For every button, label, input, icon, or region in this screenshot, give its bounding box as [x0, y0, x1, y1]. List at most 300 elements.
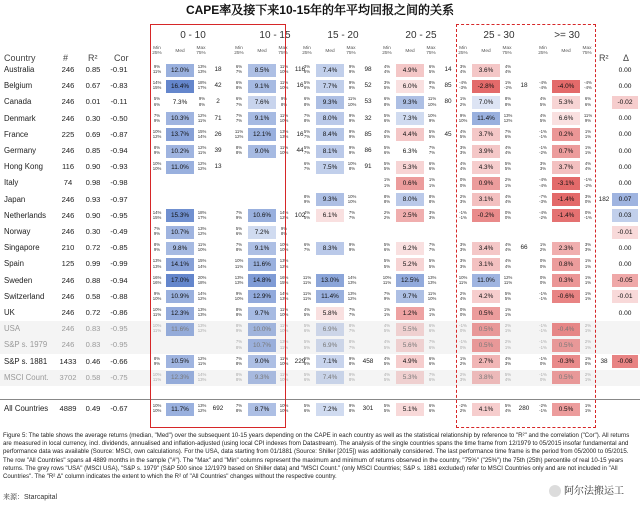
group-count: 301: [362, 405, 374, 412]
median-cell: 4.3%: [472, 161, 500, 174]
max-75pct: 3% 3%: [584, 242, 592, 253]
max-75pct: 2% 1%: [504, 177, 512, 188]
max-75pct: 7% 6%: [504, 128, 512, 139]
min-25pct: 9% 11%: [152, 64, 162, 75]
min-25pct: 0% 0%: [459, 307, 467, 318]
median-cell: 0.5%: [472, 323, 500, 336]
country-name: Germany: [4, 146, 37, 155]
r2-value: 0.85: [85, 65, 101, 74]
group-count: 32: [364, 114, 372, 122]
median-cell: 9.3%: [316, 96, 344, 109]
median-cell: 8.0%: [316, 112, 344, 125]
max-75pct: 8% 7%: [348, 323, 356, 334]
header-delta: Δ: [623, 53, 630, 63]
max-75pct: 14% 12%: [279, 209, 289, 220]
country-name: Belgium: [4, 81, 33, 91]
max-75pct: 20% 18%: [197, 274, 207, 285]
country-name: Norway: [4, 227, 31, 236]
subheader-min: Min 25%: [458, 46, 468, 57]
max-75pct: 13% 12%: [503, 112, 513, 123]
cor-value: -0.95: [110, 340, 128, 350]
r2-value: 0.46: [85, 356, 101, 366]
delta-r2-value: -0.05: [612, 274, 638, 287]
median-cell: 4.2%: [472, 290, 500, 303]
max-75pct: 18% 17%: [197, 209, 207, 220]
r2-value: 0.88: [85, 275, 101, 285]
median-cell: 5.6%: [396, 339, 424, 352]
subheader-med: Med: [561, 49, 571, 54]
min-25pct: 5% 6%: [303, 323, 311, 334]
min-25pct: 5% 6%: [303, 355, 311, 366]
median-cell: 10.7%: [248, 339, 276, 352]
max-75pct: 14% 13%: [347, 274, 357, 285]
max-75pct: 5% 5%: [504, 161, 512, 172]
subheader-min: Min 25%: [234, 46, 244, 57]
max-75pct: 12% 12%: [197, 161, 207, 172]
max-75pct: 13% 13%: [197, 307, 207, 318]
max-75pct: 12% 11%: [503, 274, 513, 285]
min-25pct: 4% 5%: [383, 339, 391, 350]
min-25pct: 5% 6%: [383, 145, 391, 156]
group-count: 26: [214, 130, 222, 138]
max-75pct: 10% 10%: [279, 403, 289, 414]
median-cell: 9.1%: [248, 242, 276, 255]
median-cell: 7.2%: [316, 403, 344, 416]
min-25pct: -1% -2%: [539, 145, 547, 156]
min-25pct: 13% 13%: [234, 274, 244, 285]
max-75pct: 4% 4%: [504, 258, 512, 269]
header-delta-r2: R²: [599, 53, 609, 63]
max-75pct: 14% 13%: [279, 290, 289, 301]
median-cell: 0.9%: [472, 177, 500, 190]
min-25pct: 5% 5%: [383, 161, 391, 172]
median-cell: 0.3%: [552, 274, 580, 287]
median-cell: 7.3%: [172, 98, 188, 106]
median-cell: 2.3%: [552, 242, 580, 255]
cape-group-header: 20 - 25: [405, 30, 437, 41]
max-75pct: 13% 12%: [197, 403, 207, 414]
source-note: 来源：Starcapital: [3, 494, 58, 501]
cor-value: -0.88: [110, 291, 128, 301]
min-25pct: 6% 8%: [383, 96, 391, 107]
delta-r2-value: 0.00: [618, 82, 632, 90]
country-name: France: [4, 129, 29, 139]
max-75pct: 6% 5%: [428, 64, 436, 75]
min-25pct: 4% 5%: [303, 209, 311, 220]
cape-group-header: 15 - 20: [327, 30, 359, 41]
cor-value: -0.99: [110, 259, 128, 269]
min-25pct: 0% 0%: [539, 274, 547, 285]
median-cell: 3.7%: [552, 161, 580, 174]
min-25pct: 3% 3%: [539, 161, 547, 172]
r2-value: 0.83: [85, 324, 101, 334]
median-cell: 8.3%: [316, 242, 344, 255]
median-cell: 5.5%: [396, 323, 424, 336]
median-cell: 1.2%: [396, 307, 424, 320]
group-count: 45: [444, 130, 452, 138]
median-cell: 5.2%: [396, 258, 424, 271]
header-cor: Cor: [114, 53, 129, 63]
cor-value: -0.49: [110, 227, 128, 236]
median-cell: 11.0%: [472, 274, 500, 287]
max-75pct: 4% 4%: [504, 242, 512, 253]
median-cell: -0.2%: [472, 209, 500, 222]
max-75pct: 13% 11%: [279, 339, 289, 350]
median-cell: 12.1%: [248, 128, 276, 141]
subheader-max: Max 75%: [196, 46, 206, 57]
cor-value: -0.85: [110, 243, 128, 253]
min-25pct: 7% 9%: [383, 290, 391, 301]
max-75pct: 6% 6%: [428, 161, 436, 172]
delta-r2-value: 0.00: [618, 260, 632, 268]
min-25pct: 1% 1%: [383, 307, 391, 318]
max-75pct: 18% 17%: [197, 80, 207, 91]
header-r2: R²: [88, 53, 98, 63]
max-75pct: 11% 9%: [583, 112, 593, 123]
country-name: Canada: [4, 97, 32, 107]
min-25pct: 4% 5%: [383, 371, 391, 382]
r2-value: 0.93: [85, 194, 101, 204]
min-25pct: 10% 11%: [152, 371, 162, 382]
max-75pct: 6% 6%: [428, 403, 436, 414]
median-cell: -0.3%: [552, 355, 580, 368]
delta-r2-value: -0.02: [612, 96, 638, 109]
min-25pct: 8% 8%: [235, 145, 243, 156]
min-25pct: 2% 4%: [459, 290, 467, 301]
median-cell: -3.1%: [552, 177, 580, 190]
r2-value: 0.85: [85, 146, 101, 155]
max-75pct: 11% 10%: [279, 323, 289, 334]
group-count: 86: [364, 147, 372, 154]
min-25pct: -4% -2%: [539, 209, 547, 220]
country-name: USA: [4, 324, 21, 334]
max-75pct: 9% 9%: [348, 128, 356, 139]
max-75pct: 5% 5%: [428, 128, 436, 139]
subheader-med: Med: [405, 49, 415, 54]
median-cell: 5.1%: [396, 403, 424, 416]
max-75pct: 1% -2%: [504, 80, 512, 91]
max-75pct: 15% 14%: [197, 258, 207, 269]
median-cell: 9.8%: [166, 242, 194, 255]
max-75pct: 5% 4%: [504, 403, 512, 414]
min-25pct: 10% 11%: [152, 307, 162, 318]
count-value: 246: [61, 65, 75, 74]
max-75pct: 13% 12%: [347, 290, 357, 301]
group-count: 102: [294, 211, 306, 219]
median-cell: 4.9%: [396, 355, 424, 368]
group-count: 42: [214, 82, 222, 90]
median-cell: -0.6%: [552, 290, 580, 303]
figure-caption: Figure 5: The table shows the average returns (median, "Med") over the subsequent 10-15 years depending on the CAPE in each country as well as the statistical relationship by reference to "R²" and the correlation ("Cor"). All returns are measured in local currency, incl. dividends, annualised and inflation-adjusted (using local CPI indexes from Datastream). The analysis of the single countries spans the time frame from 12/1979 to 05/2015 insofar fundamental and performance data was available (Source: MSCI, own calculations). For the USA, data starting from 01/1881 (Source: Shiller [2015]) was additionally considered. The last performance time frame is the period from 05/2000 to 05/2015. The row "All Countries" spans all 4889 months in the sample ("#"). The "Max" and "Min" columns represent the maximum and minimum of returns observed in the country, "75%" ("25%") the 75th (25th) percentile of real 10-15 years returns. The grey rows "USA" (MSCI USA), "S&P s. 1979" (S&P 500 since 12/1979 based on Shiller data) and "MSCI Count." (only MSCI Countries; S&P s. 1881 excluded) refer to MSCI Countries only and are not included in "All Countries". The "R² Δ" column indicates the extent to which the R² of "All Countries" changes without the respective country.: [3, 432, 630, 481]
count-value: 4889: [59, 404, 77, 413]
count-value: 3702: [59, 372, 77, 382]
min-25pct: 8% 9%: [153, 242, 161, 253]
country-name: Denmark: [4, 113, 36, 123]
median-cell: 11.6%: [166, 323, 194, 336]
max-75pct: 1% 1%: [504, 307, 512, 318]
max-75pct: 1% 1%: [584, 403, 592, 414]
count-value: 210: [61, 243, 75, 253]
delta-r2-value: 0.00: [618, 115, 632, 123]
min-25pct: 8% 8%: [235, 307, 243, 318]
country-name: Singapore: [4, 243, 40, 253]
country-name: MSCI Count.: [4, 372, 49, 382]
min-25pct: 7% 8%: [235, 403, 243, 414]
min-25pct: 6% 8%: [235, 80, 243, 91]
country-name: Japan: [4, 194, 26, 204]
median-cell: 11.4%: [316, 290, 344, 303]
delta-r2-value: 0.00: [618, 244, 632, 252]
max-75pct: -1% -2%: [584, 177, 592, 188]
min-25pct: 6% 7%: [235, 64, 243, 75]
max-75pct: 7% 7%: [428, 145, 436, 156]
max-75pct: 0% 0%: [504, 209, 512, 220]
max-75pct: 5% 4%: [504, 371, 512, 382]
max-75pct: 13% 13%: [279, 128, 289, 139]
max-75pct: 1% 1%: [584, 128, 592, 139]
group-count: 18: [520, 82, 528, 90]
count-value: 225: [61, 129, 75, 139]
subheader-max: Max 75%: [502, 46, 512, 57]
median-cell: 6.9%: [316, 339, 344, 352]
min-25pct: 6% 7%: [235, 96, 243, 107]
median-cell: 4.1%: [472, 403, 500, 416]
max-75pct: 9% 8%: [348, 355, 356, 366]
max-75pct: 13% 13%: [197, 64, 207, 75]
min-25pct: -7% -3%: [539, 193, 547, 204]
median-cell: 11.0%: [166, 161, 194, 174]
max-75pct: 8% 7%: [348, 339, 356, 350]
min-25pct: 8% 9%: [153, 145, 161, 156]
subheader-min: Min 25%: [152, 46, 162, 57]
median-cell: 0.5%: [472, 339, 500, 352]
min-25pct: 5% 6%: [383, 112, 391, 123]
count-value: 246: [61, 210, 75, 220]
max-75pct: 12% 11%: [197, 145, 207, 156]
median-cell: 8.5%: [248, 64, 276, 77]
count-value: 116: [61, 162, 75, 172]
min-25pct: 5% 6%: [153, 96, 161, 107]
max-75pct: 13% 13%: [427, 274, 437, 285]
min-25pct: -4% -3%: [459, 80, 467, 91]
count-value: 246: [61, 113, 75, 123]
min-25pct: 5% 6%: [303, 371, 311, 382]
min-25pct: 11% 11%: [302, 290, 312, 301]
min-25pct: 10% 11%: [458, 274, 468, 285]
max-75pct: 3% 0%: [584, 193, 592, 204]
median-cell: 0.5%: [552, 371, 580, 384]
max-75pct: 10% 10%: [279, 242, 289, 253]
min-25pct: 2% 2%: [383, 209, 391, 220]
delta-r2-value: 0.00: [618, 179, 632, 187]
country-name: UK: [4, 308, 15, 317]
country-name: Sweden: [4, 275, 33, 285]
country-name: S&P s. 1881: [4, 356, 48, 366]
max-75pct: 9% 8%: [198, 96, 206, 107]
subheader-max: Max 75%: [278, 46, 288, 57]
median-cell: 10.0%: [248, 323, 276, 336]
subheader-max: Max 75%: [346, 46, 356, 57]
max-75pct: 4% 4%: [504, 64, 512, 75]
min-25pct: 4% 4%: [459, 161, 467, 172]
median-cell: 11.6%: [248, 258, 276, 271]
max-75pct: 9% 9%: [348, 145, 356, 156]
min-25pct: -1% 0%: [539, 355, 547, 366]
max-75pct: 7% 7%: [428, 242, 436, 253]
median-cell: 5.3%: [396, 371, 424, 384]
cor-value: -0.93: [110, 162, 128, 172]
watermark-text: 阿尔法搬运工: [564, 485, 624, 497]
min-25pct: 3% 3%: [459, 242, 467, 253]
min-25pct: 7% 8%: [235, 355, 243, 366]
cor-value: -0.95: [110, 210, 128, 220]
median-cell: 2.7%: [472, 355, 500, 368]
median-cell: 0.8%: [552, 258, 580, 271]
min-25pct: 9% 10%: [458, 112, 468, 123]
delta-r2-value: 0.00: [618, 66, 632, 74]
max-75pct: 7% 7%: [348, 209, 356, 220]
min-25pct: 3% 5%: [383, 80, 391, 91]
max-75pct: 2% 1%: [584, 371, 592, 382]
median-cell: 6.2%: [396, 242, 424, 255]
subheader-med: Med: [257, 49, 267, 54]
max-75pct: 11% 10%: [279, 145, 289, 156]
count-value: 74: [63, 178, 73, 188]
group-count: 85: [444, 82, 452, 90]
max-75pct: 11% 10%: [279, 371, 289, 382]
min-25pct: 7% 9%: [153, 112, 161, 123]
r2-value: 0.67: [85, 81, 101, 91]
min-25pct: 7% 8%: [303, 112, 311, 123]
min-25pct: 6% 7%: [303, 242, 311, 253]
max-75pct: 15% 14%: [197, 128, 207, 139]
delta-r2-value: 0.07: [612, 193, 638, 206]
cor-value: -0.66: [110, 356, 128, 366]
max-75pct: 9% 8%: [348, 371, 356, 382]
min-25pct: 7% 8%: [235, 242, 243, 253]
watermark: [549, 482, 624, 497]
country-name: Australia: [4, 65, 35, 74]
header-country: Country: [4, 53, 36, 63]
cape-group-header: 0 - 10: [180, 30, 206, 41]
min-25pct: 5% 6%: [303, 403, 311, 414]
r2-value: 0.72: [85, 243, 101, 253]
min-25pct: -1% -1%: [459, 209, 467, 220]
min-25pct: 5% 6%: [235, 226, 243, 237]
group-count: 71: [214, 114, 222, 122]
min-25pct: 4% 5%: [459, 128, 467, 139]
highlight-frame-low-cape: [150, 24, 286, 428]
count-value: 246: [61, 227, 75, 236]
max-75pct: 6% 6%: [428, 323, 436, 334]
min-25pct: 11% 12%: [234, 128, 244, 139]
median-cell: 8.4%: [316, 128, 344, 141]
median-cell: 0.5%: [552, 403, 580, 416]
min-25pct: 8% 8%: [383, 193, 391, 204]
count-value: 246: [61, 324, 75, 334]
min-25pct: 3% 4%: [459, 64, 467, 75]
subheader-med: Med: [481, 49, 491, 54]
min-25pct: -1% -1%: [539, 339, 547, 350]
delta-r2-value: 0.03: [612, 209, 638, 222]
median-cell: 0.2%: [552, 128, 580, 141]
median-cell: 10.2%: [166, 145, 194, 158]
min-25pct: 7% 9%: [235, 209, 243, 220]
min-25pct: 0% 0%: [459, 177, 467, 188]
max-75pct: -4% -4%: [584, 80, 592, 91]
delta-r2-value: 0.00: [618, 163, 632, 171]
group-count: 280: [518, 405, 530, 412]
median-cell: 6.3%: [402, 147, 418, 155]
min-25pct: 3% 3%: [459, 145, 467, 156]
cor-value: -0.95: [110, 324, 128, 334]
median-cell: 9.7%: [396, 290, 424, 303]
median-cell: 9.1%: [248, 80, 276, 93]
max-75pct: 14% 13%: [197, 371, 207, 382]
r2-value: 0.01: [85, 97, 101, 107]
max-75pct: 8% 8%: [428, 193, 436, 204]
group-count: 16: [296, 82, 304, 90]
min-25pct: -1% 0%: [539, 371, 547, 382]
max-75pct: 8% 8%: [504, 96, 512, 107]
r2-value: 0.72: [85, 308, 101, 317]
group-count: 38: [600, 357, 608, 365]
max-75pct: 4% 4%: [504, 145, 512, 156]
min-25pct: 7% 9%: [153, 226, 161, 237]
group-count: 14: [444, 66, 452, 73]
median-cell: 4.9%: [396, 64, 424, 77]
r2-value: 0.69: [85, 129, 101, 139]
r2-value: 0.83: [85, 340, 101, 350]
median-cell: 6.0%: [396, 80, 424, 93]
page-title: CAPE率及接下来10-15年的年平均回报之间的关系: [185, 3, 455, 17]
median-cell: 7.4%: [316, 64, 344, 77]
group-count: 229: [294, 357, 306, 365]
cape-group-header: >= 30: [554, 30, 580, 41]
median-cell: 9.3%: [248, 371, 276, 384]
max-75pct: 7% 6%: [428, 371, 436, 382]
median-cell: 7.3%: [396, 112, 424, 125]
median-cell: 17.0%: [166, 274, 194, 287]
cor-value: -0.86: [110, 308, 128, 317]
max-75pct: 11% 10%: [427, 96, 437, 107]
median-cell: 10.3%: [166, 112, 194, 125]
max-75pct: 10% 8%: [347, 161, 357, 172]
group-count: 80: [444, 98, 452, 106]
max-75pct: 1% 1%: [584, 274, 592, 285]
group-count: 85: [364, 130, 372, 138]
cor-value: -0.83: [110, 81, 128, 91]
median-cell: 12.3%: [166, 307, 194, 320]
median-cell: 11.4%: [472, 112, 500, 125]
country-name: Spain: [4, 259, 24, 269]
median-cell: 0.5%: [552, 339, 580, 352]
max-75pct: 4% 3%: [504, 355, 512, 366]
max-75pct: 1% 1%: [584, 145, 592, 156]
r2-value: 0.90: [85, 210, 101, 220]
max-75pct: 13% 12%: [197, 226, 207, 237]
median-cell: 13.0%: [316, 274, 344, 287]
count-value: 246: [61, 194, 75, 204]
max-75pct: 2% 1%: [584, 339, 592, 350]
min-25pct: 3% 6%: [303, 64, 311, 75]
country-name: Netherlands: [4, 210, 47, 220]
min-25pct: 16% 16%: [152, 274, 162, 285]
max-75pct: 10% 9%: [427, 112, 437, 123]
min-25pct: -1% -1%: [539, 290, 547, 301]
max-75pct: 9% 9%: [348, 80, 356, 91]
median-cell: 12.9%: [248, 290, 276, 303]
